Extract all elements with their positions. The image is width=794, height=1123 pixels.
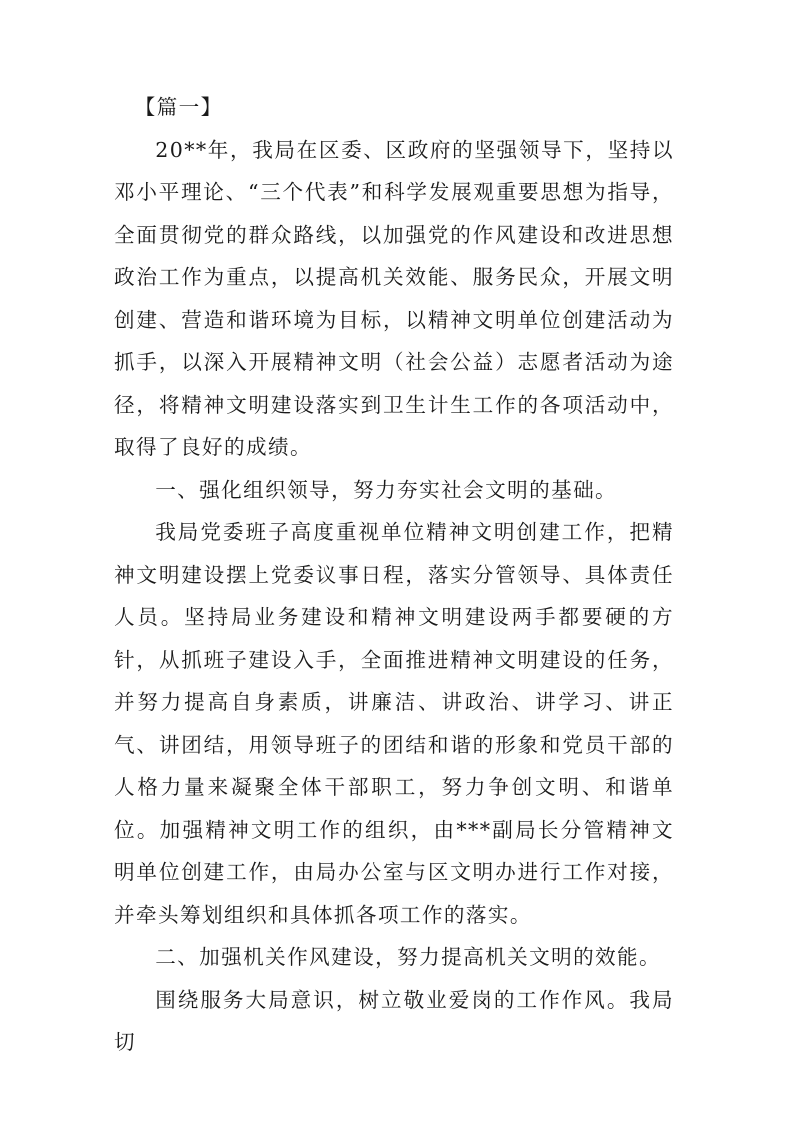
section-2-paragraph: 围绕服务大局意识，树立敬业爱岗的工作作风。我局切 bbox=[114, 987, 674, 1054]
section-tag: 【篇一】 bbox=[134, 95, 223, 119]
intro-paragraph: 20**年，我局在区委、区政府的坚强领导下，坚持以邓小平理论、“三个代表”和科学发展观重要思想为指导，全面贯彻党的群众路线，以加强党的作风建设和改进思想政治工作为重点，以提高机关效能、服务民众，开展文明创建、营造和谐环境为目标，以精神文明单位创建活动为抓手，以深入开展精神文明（社会公益）志愿者活动为途径，将精神文明建设落实到卫生计生工作的各项活动中，取得了良好的成绩。 bbox=[114, 137, 674, 459]
section-heading-1: 一、强化组织领导，努力夯实社会文明的基础。 bbox=[155, 477, 618, 502]
section-1-paragraph: 我局党委班子高度重视单位精神文明创建工作，把精神文明建设摆上党委议事日程，落实分管领导、具体责任人员。坚持局业务建设和精神文明建设两手都要硬的方针，从抓班子建设入手，全面推进精神文明建设的任务，并努力提高自身素质，讲廉洁、讲政治、讲学习、讲正气、讲团结，用领导班子的团结和谐的形象和党员干部的人格力量来凝聚全体干部职工，努力争创文明、和谐单位。加强精神文明工作的组织，由***副局长分管精神文明单位创建工作，由局办公室与区文明办进行工作对接，并牵头筹划组织和具体抓各项工作的落实。 bbox=[114, 520, 674, 927]
document-body bbox=[114, 86, 674, 1064]
section-heading-2: 二、加强机关作风建设，努力提高机关文明的效能。 bbox=[155, 945, 662, 969]
